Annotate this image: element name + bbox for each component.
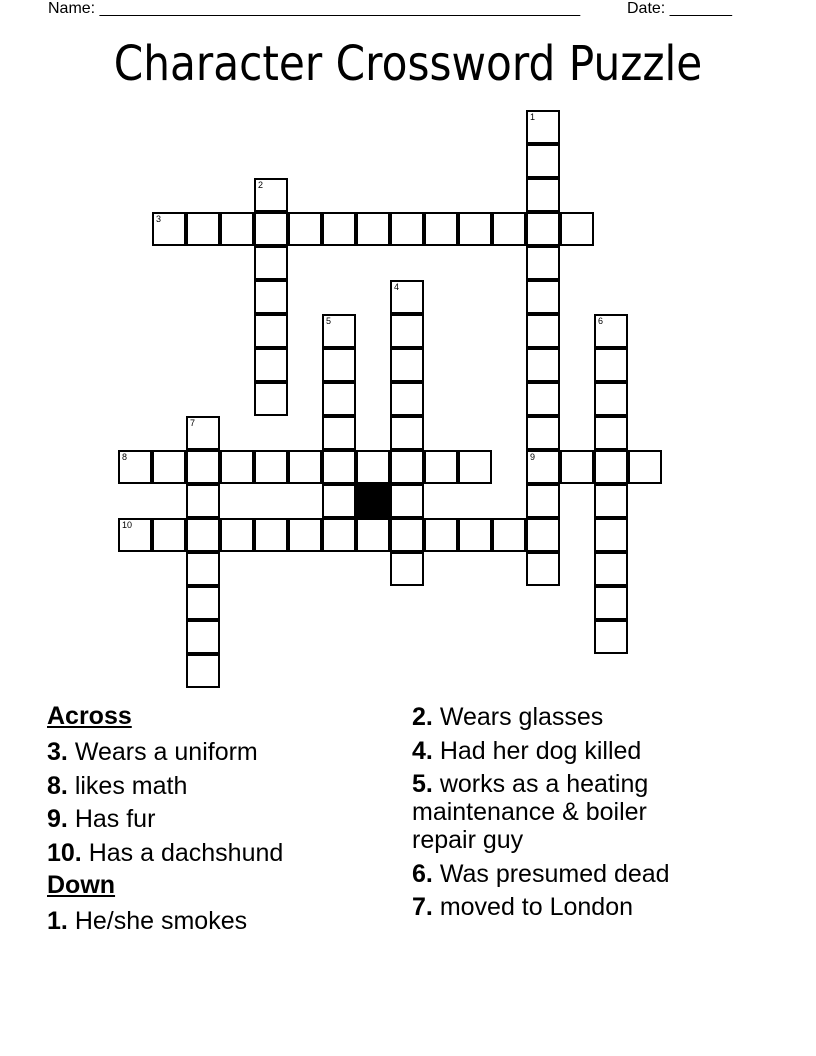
grid-cell[interactable]	[118, 450, 152, 484]
grid-cell[interactable]	[356, 518, 390, 552]
grid-cell[interactable]	[526, 518, 560, 552]
grid-cell[interactable]	[288, 518, 322, 552]
black-cell	[356, 484, 390, 518]
grid-cell[interactable]	[322, 348, 356, 382]
grid-cell[interactable]	[390, 450, 424, 484]
grid-cell[interactable]	[186, 586, 220, 620]
grid-cell[interactable]	[526, 280, 560, 314]
date-line: _______	[669, 0, 732, 17]
grid-cell[interactable]	[492, 518, 526, 552]
date-label: Date:	[627, 0, 666, 17]
grid-cell[interactable]	[220, 212, 254, 246]
clue-number: 7	[190, 418, 196, 428]
grid-cell[interactable]	[186, 654, 220, 688]
grid-cell[interactable]	[390, 518, 424, 552]
grid-cell[interactable]	[526, 348, 560, 382]
grid-cell[interactable]	[152, 212, 186, 246]
grid-cell[interactable]	[152, 518, 186, 552]
grid-cell[interactable]	[186, 620, 220, 654]
grid-cell[interactable]	[492, 212, 526, 246]
grid-cell[interactable]	[560, 450, 594, 484]
grid-cell[interactable]	[186, 212, 220, 246]
grid-cell[interactable]	[594, 382, 628, 416]
grid-cell[interactable]	[390, 348, 424, 382]
grid-cell[interactable]	[152, 450, 186, 484]
grid-cell[interactable]	[288, 212, 322, 246]
grid-cell[interactable]	[390, 552, 424, 586]
across-heading: Across	[47, 702, 132, 730]
grid-cell[interactable]	[390, 280, 424, 314]
grid-cell[interactable]	[322, 450, 356, 484]
grid-cell[interactable]	[594, 586, 628, 620]
grid-cell[interactable]	[526, 450, 560, 484]
grid-cell[interactable]	[424, 212, 458, 246]
grid-cell[interactable]	[594, 348, 628, 382]
grid-cell[interactable]	[526, 552, 560, 586]
clue-down-1: 1. He/she smokes	[47, 907, 248, 935]
grid-cell[interactable]	[322, 314, 356, 348]
grid-cell[interactable]	[356, 450, 390, 484]
clue-number: 6	[598, 316, 604, 326]
clue-down-5: 5. works as a heating maintenance & boiler repair guy	[412, 770, 649, 854]
grid-cell[interactable]	[254, 314, 288, 348]
name-label: Name:	[48, 0, 96, 17]
clue-number: 9	[530, 452, 536, 462]
grid-cell[interactable]	[390, 416, 424, 450]
grid-cell[interactable]	[628, 450, 662, 484]
grid-cell[interactable]	[322, 416, 356, 450]
grid-cell[interactable]	[526, 110, 560, 144]
grid-cell[interactable]	[390, 484, 424, 518]
grid-cell[interactable]	[390, 382, 424, 416]
grid-cell[interactable]	[594, 450, 628, 484]
clue-number: 8	[122, 452, 128, 462]
clue-number: 4	[394, 282, 400, 292]
grid-cell[interactable]	[594, 484, 628, 518]
grid-cell[interactable]	[322, 212, 356, 246]
grid-cell[interactable]	[594, 416, 628, 450]
grid-cell[interactable]	[526, 416, 560, 450]
grid-cell[interactable]	[322, 518, 356, 552]
grid-cell[interactable]	[254, 348, 288, 382]
grid-cell[interactable]	[186, 518, 220, 552]
clue-across-10: 10. Has a dachshund	[47, 839, 284, 867]
grid-cell[interactable]	[220, 518, 254, 552]
grid-cell[interactable]	[526, 484, 560, 518]
grid-cell[interactable]	[322, 484, 356, 518]
grid-cell[interactable]	[254, 518, 288, 552]
grid-cell[interactable]	[186, 484, 220, 518]
clue-number: 5	[326, 316, 332, 326]
clue-number: 10	[122, 520, 133, 530]
grid-cell[interactable]	[594, 620, 628, 654]
grid-cell[interactable]	[594, 552, 628, 586]
clue-down-7: 7. moved to London	[412, 893, 634, 921]
grid-cell[interactable]	[526, 382, 560, 416]
clue-across-8: 8. likes math	[47, 772, 188, 800]
grid-cell[interactable]	[526, 178, 560, 212]
clue-number: 3	[156, 214, 162, 224]
grid-cell[interactable]	[424, 518, 458, 552]
grid-cell[interactable]	[322, 382, 356, 416]
grid-cell[interactable]	[186, 450, 220, 484]
grid-cell[interactable]	[458, 450, 492, 484]
clue-down-4: 4. Had her dog killed	[412, 737, 642, 765]
grid-cell[interactable]	[594, 518, 628, 552]
grid-cell[interactable]	[254, 450, 288, 484]
clue-down-6: 6. Was presumed dead	[412, 860, 670, 888]
down-heading: Down	[47, 871, 116, 899]
clue-across-3: 3. Wears a uniform	[47, 738, 258, 766]
name-field[interactable]	[48, 0, 580, 18]
grid-cell[interactable]	[390, 314, 424, 348]
grid-cell[interactable]	[254, 212, 288, 246]
clue-number: 2	[258, 180, 264, 190]
grid-cell[interactable]	[526, 314, 560, 348]
grid-cell[interactable]	[526, 212, 560, 246]
grid-cell[interactable]	[254, 382, 288, 416]
grid-cell[interactable]	[220, 450, 254, 484]
grid-cell[interactable]	[560, 212, 594, 246]
grid-cell[interactable]	[458, 518, 492, 552]
grid-cell[interactable]	[288, 450, 322, 484]
grid-cell[interactable]	[390, 212, 424, 246]
clue-number: 1	[530, 112, 536, 122]
grid-cell[interactable]	[186, 552, 220, 586]
grid-cell[interactable]	[118, 518, 152, 552]
grid-cell[interactable]	[526, 246, 560, 280]
grid-cell[interactable]	[254, 280, 288, 314]
clue-across-9: 9. Has fur	[47, 805, 156, 833]
name-line: ______________________________________________________	[99, 0, 581, 17]
grid-cell[interactable]	[526, 144, 560, 178]
grid-cell[interactable]	[356, 212, 390, 246]
clue-down-2: 2. Wears glasses	[412, 703, 604, 731]
page-title: Character Crossword Puzzle	[113, 36, 703, 92]
grid-cell[interactable]	[458, 212, 492, 246]
date-field[interactable]	[627, 0, 732, 18]
grid-cell[interactable]	[186, 416, 220, 450]
grid-cell[interactable]	[254, 178, 288, 212]
grid-cell[interactable]	[594, 314, 628, 348]
grid-cell[interactable]	[254, 246, 288, 280]
grid-cell[interactable]	[424, 450, 458, 484]
